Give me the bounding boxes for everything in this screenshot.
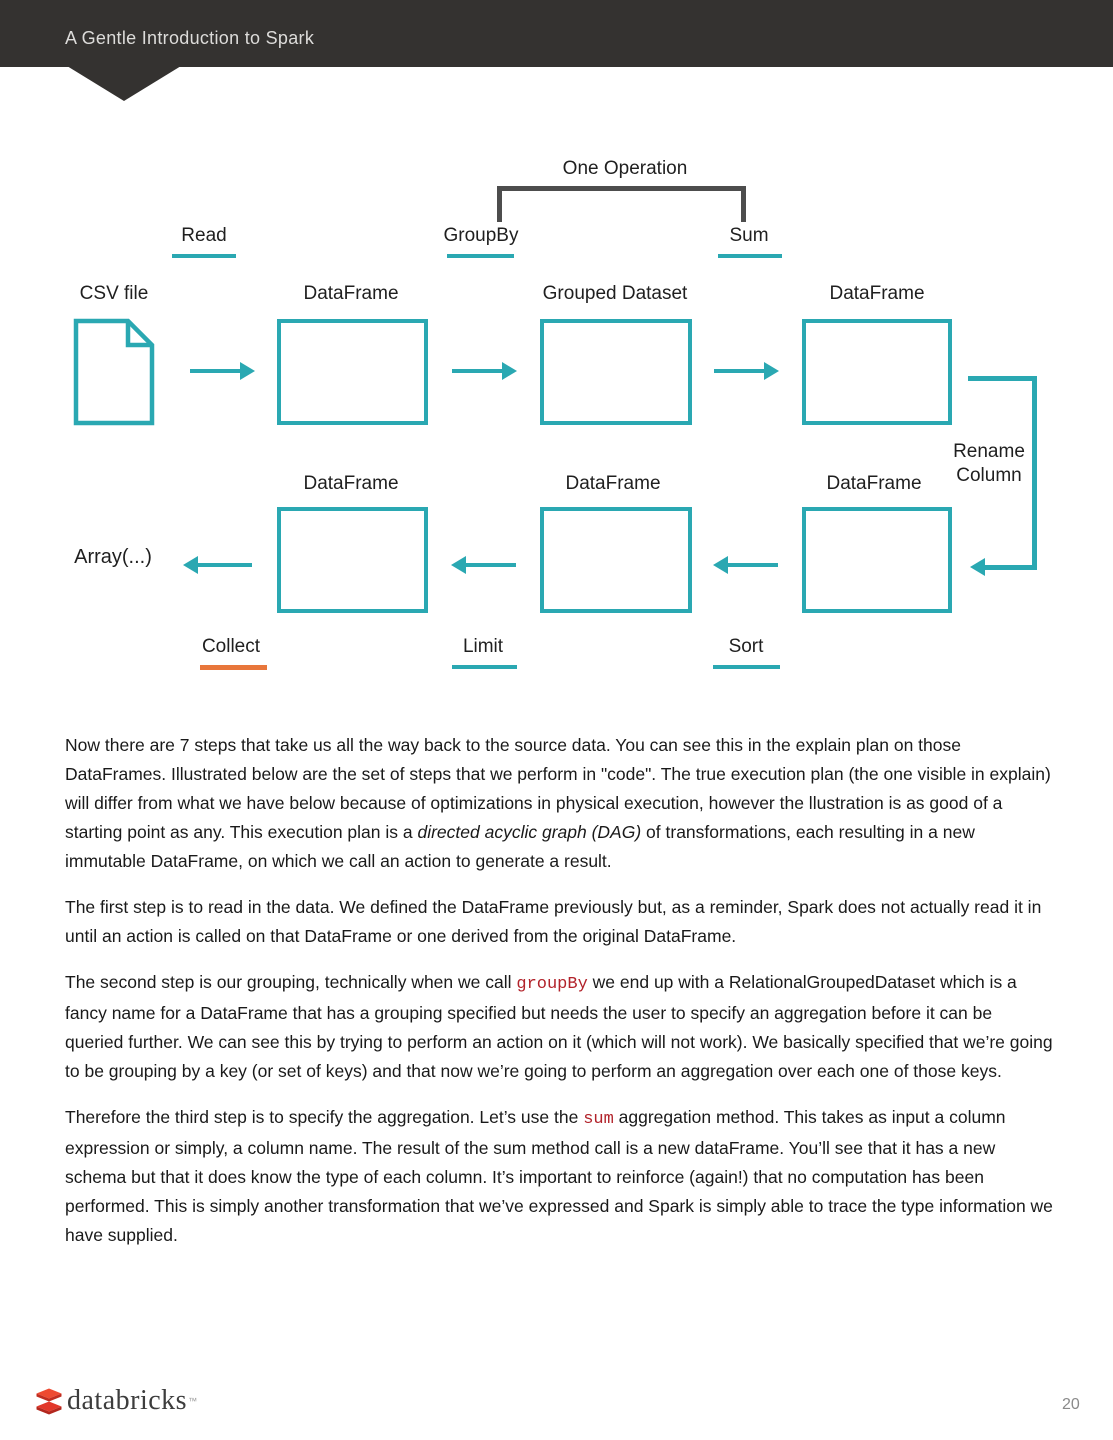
p3-text: The second step is our grouping, technically when we call <box>65 972 517 992</box>
dataframe-box-2 <box>802 319 952 425</box>
row2-dataframe-label-3: DataFrame <box>826 473 922 494</box>
op-sort-label: Sort <box>728 636 764 657</box>
p4-text: Therefore the third step is to specify the aggregation. Let’s use the <box>65 1107 584 1127</box>
p3-text-end: we end up with a RelationalGroupedDataset which is a fancy name for a DataFrame that has a grouping specified but needs the user to specify an aggregation before it can be queried further. We can see this by trying to perform an action on it (which will not work). We basically specified that we’re going to be grouping by a key (or set of keys) and that now we’re going to perform an aggregation over each one of those keys. <box>65 972 1053 1081</box>
dataframe-box-3 <box>802 507 952 613</box>
array-result-label: Array(...) <box>74 546 152 568</box>
databricks-bricks-icon <box>35 1387 63 1416</box>
p1-text-end: of transformations, each resulting in a new immutable DataFrame, on which we call an action to generate a result. <box>65 822 975 871</box>
p3-code-groupby: groupBy <box>516 975 588 994</box>
sum-underline <box>718 254 782 258</box>
arrow-groupby-icon <box>452 369 502 373</box>
bracket-right-end <box>741 186 746 222</box>
groupby-underline <box>447 254 514 258</box>
p4-code-sum: sum <box>583 1110 614 1129</box>
row1-dataframe-label-2: DataFrame <box>829 283 925 304</box>
rename-connector-top <box>968 376 1037 381</box>
bracket-left-end <box>497 186 502 222</box>
dataframe-box-1 <box>277 319 428 425</box>
databricks-logo <box>35 1385 197 1417</box>
arrow-sort-icon <box>728 563 778 567</box>
row2-dataframe-label-2: DataFrame <box>565 473 661 494</box>
sort-underline <box>713 665 780 669</box>
trademark-mark: ™ <box>188 1396 198 1406</box>
header-notch-decoration <box>67 66 181 101</box>
p2-text: The first step is to read in the data. We defined the DataFrame previously but, as a reminder, Spark does not actually read it in until an action is called on that DataFrame or one derived from the original DataFrame. <box>65 897 1042 946</box>
row1-dataframe-label-1: DataFrame <box>303 283 399 304</box>
page-title: A Gentle Introduction to Spark <box>65 27 315 48</box>
arrow-limit-icon <box>466 563 516 567</box>
p1-italic-phrase: directed acyclic graph (DAG) <box>417 822 642 842</box>
row1-grouped-dataset-label: Grouped Dataset <box>542 283 688 304</box>
op-read-label: Read <box>181 225 227 246</box>
arrow-read-icon <box>190 369 240 373</box>
arrow-collect-icon <box>198 563 252 567</box>
row2-dataframe-label-1: DataFrame <box>303 473 399 494</box>
p1-text: Now there are 7 steps that take us all the way back to the source data. You can see this in the explain plan on those DataFrames. Illustrated below are the set of steps that we perform in "code". The true execution plan (the one visible in explain) will differ from what we have below because of optimizations in physical execution, however the llustration is as good of a starting point as any. This execution plan is a <box>65 735 1051 842</box>
op-groupby-label: GroupBy <box>443 225 519 246</box>
p4-text-end: aggregation method. This takes as input a column expression or simply, a column name. The result of the sum method call is a new dataFrame. You’ll see that it has a new schema but that it does know the type of each column. It’s important to reinforce (again!) that no computation has been performed. This is simply another transformation that we’ve expressed and Spark is simply able to trace the type information we have supplied. <box>65 1107 1053 1245</box>
paragraph-3 <box>65 968 1053 1086</box>
op-sum-label: Sum <box>729 225 769 246</box>
limit-underline <box>452 665 517 669</box>
page-number: 20 <box>1062 1396 1080 1413</box>
bracket-horizontal <box>497 186 746 191</box>
op-collect-label: Collect <box>201 636 261 657</box>
rename-column-line2: Column <box>956 465 1022 486</box>
op-limit-label: Limit <box>462 636 504 657</box>
paragraph-2 <box>65 893 1053 951</box>
body-text <box>65 731 1053 1267</box>
paragraph-4 <box>65 1103 1053 1250</box>
rename-column-line1: Rename <box>953 441 1025 462</box>
paragraph-1 <box>65 731 1053 876</box>
csv-file-label: CSV file <box>79 283 149 304</box>
dataframe-box-5 <box>277 507 428 613</box>
grouped-dataset-box <box>540 319 692 425</box>
read-underline <box>172 254 236 258</box>
arrow-sum-icon <box>714 369 764 373</box>
collect-underline <box>200 665 267 670</box>
databricks-logo-text: databricks <box>67 1385 188 1416</box>
dataframe-box-4 <box>540 507 692 613</box>
one-operation-label: One Operation <box>562 158 688 179</box>
csv-file-icon <box>73 318 155 426</box>
rename-connector-arrow-icon <box>985 565 1037 570</box>
